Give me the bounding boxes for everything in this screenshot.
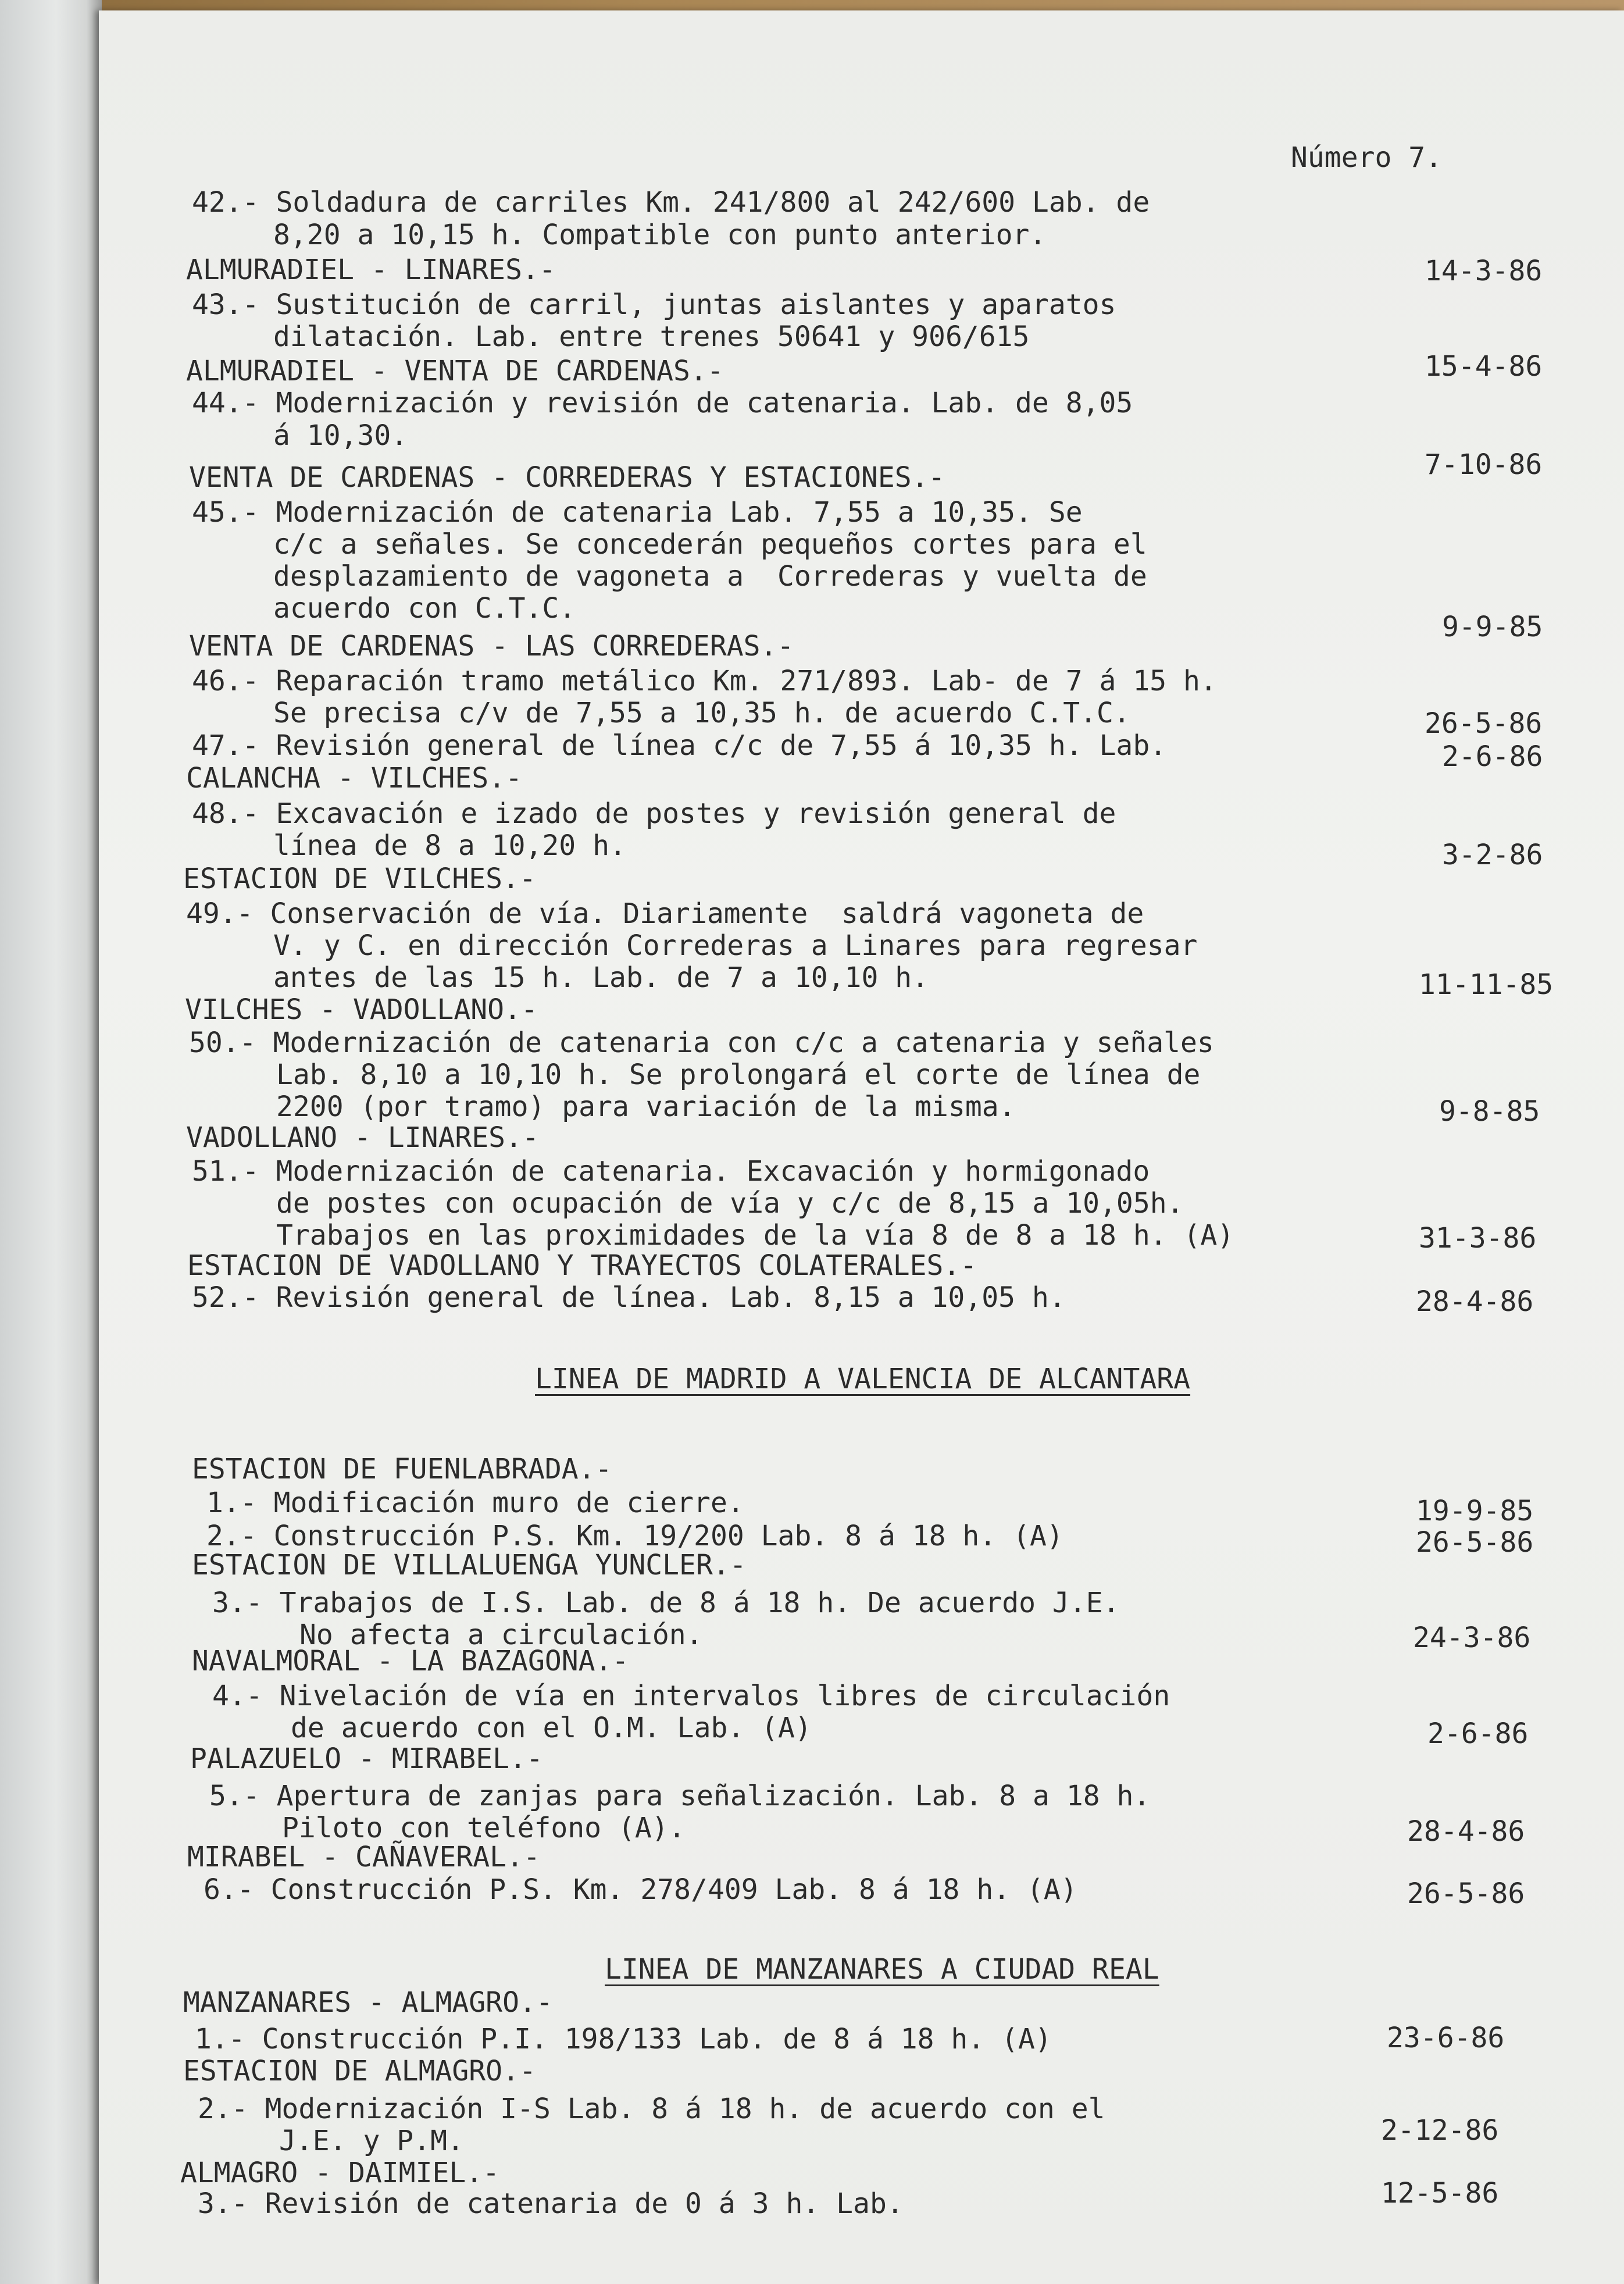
entry-date: 19-9-85 xyxy=(1416,1495,1534,1527)
entry-date: 15-4-86 xyxy=(1425,350,1543,383)
section-heading: MIRABEL - CAÑAVERAL.- xyxy=(187,1841,540,1873)
entry-date: 31-3-86 xyxy=(1419,1222,1537,1255)
entry-date: 23-6-86 xyxy=(1387,2022,1505,2054)
entry-line: 51.- Modernización de catenaria. Excavación y hormigonado xyxy=(192,1155,1150,1188)
entry-line: 52.- Revisión general de línea. Lab. 8,15 a 10,05 h. xyxy=(192,1281,1066,1314)
section-heading: VENTA DE CARDENAS - LAS CORREDERAS.- xyxy=(189,630,794,662)
section-heading: ESTACION DE FUENLABRADA.- xyxy=(192,1453,612,1485)
entry-line: 1.- Construcción P.I. 198/133 Lab. de 8 á 18 h. (A) xyxy=(195,2023,1052,2055)
section-heading: VENTA DE CARDENAS - CORREDERAS Y ESTACIONES.- xyxy=(189,461,945,494)
entry-line: 45.- Modernización de catenaria Lab. 7,55 a 10,35. Se xyxy=(192,496,1083,529)
entry-line: de postes con ocupación de vía y c/c de 8,15 a 10,05h. xyxy=(276,1187,1184,1220)
section-heading: ALMURADIEL - VENTA DE CARDENAS.- xyxy=(186,355,724,387)
entry-date: 28-4-86 xyxy=(1416,1285,1534,1318)
entry-date: 9-9-85 xyxy=(1442,611,1543,643)
entry-line: Lab. 8,10 a 10,10 h. Se prolongará el corte de línea de xyxy=(276,1059,1201,1091)
entry-line: Trabajos en las proximidades de la vía 8 de 8 a 18 h. (A) xyxy=(276,1219,1234,1252)
entry-line: 3.- Trabajos de I.S. Lab. de 8 á 18 h. De acuerdo J.E. xyxy=(212,1587,1120,1619)
entry-line: 46.- Reparación tramo metálico Km. 271/893. Lab- de 7 á 15 h. xyxy=(192,665,1217,697)
entry-line: desplazamiento de vagoneta a Correderas y vuelta de xyxy=(273,560,1147,593)
entry-line: de acuerdo con el O.M. Lab. (A) xyxy=(291,1712,812,1744)
entry-line: 44.- Modernización y revisión de catenaria. Lab. de 8,05 xyxy=(192,387,1133,419)
section-heading: PALAZUELO - MIRABEL.- xyxy=(190,1743,543,1775)
entry-date: 2-12-86 xyxy=(1381,2114,1499,2147)
entry-date: 12-5-86 xyxy=(1381,2177,1499,2210)
entry-line: V. y C. en dirección Correderas a Linares para regresar xyxy=(273,929,1198,962)
entry-date: 2-6-86 xyxy=(1427,1718,1529,1750)
entry-line: 48.- Excavación e izado de postes y revisión general de xyxy=(192,797,1116,830)
entry-line: dilatación. Lab. entre trenes 50641 y 906/615 xyxy=(273,320,1030,353)
section-heading: ESTACION DE VILLALUENGA YUNCLER.- xyxy=(192,1549,747,1581)
entry-line: 50.- Modernización de catenaria con c/c a catenaria y señales xyxy=(189,1027,1214,1059)
entry-date: 3-2-86 xyxy=(1442,839,1543,871)
entry-line: 4.- Nivelación de vía en intervalos libres de circulación xyxy=(212,1680,1170,1712)
entry-line: 2200 (por tramo) para variación de la misma. xyxy=(276,1091,1016,1123)
line-heading: LINEA DE MANZANARES A CIUDAD REAL xyxy=(605,1953,1159,1986)
entry-date: 9-8-85 xyxy=(1439,1095,1540,1128)
section-heading: VILCHES - VADOLLANO.- xyxy=(185,993,538,1026)
entry-date: 2-6-86 xyxy=(1442,740,1543,773)
entry-line: 49.- Conservación de vía. Diariamente saldrá vagoneta de xyxy=(186,897,1144,930)
section-heading: VADOLLANO - LINARES.- xyxy=(186,1121,539,1154)
section-heading: ESTACION DE VADOLLANO Y TRAYECTOS COLATERALES.- xyxy=(187,1249,977,1282)
section-heading: NAVALMORAL - LA BAZAGONA.- xyxy=(192,1645,629,1677)
entry-line: 47.- Revisión general de línea c/c de 7,55 á 10,35 h. Lab. xyxy=(192,729,1167,762)
section-heading: ESTACION DE ALMAGRO.- xyxy=(183,2055,536,2087)
entry-line: 8,20 a 10,15 h. Compatible con punto anterior. xyxy=(273,219,1047,251)
section-heading: ALMAGRO - DAIMIEL.- xyxy=(180,2157,500,2189)
entry-line: Piloto con teléfono (A). xyxy=(282,1812,686,1844)
section-heading: CALANCHA - VILCHES.- xyxy=(186,762,522,794)
entry-line: 5.- Apertura de zanjas para señalización. Lab. 8 a 18 h. xyxy=(209,1780,1151,1812)
entry-line: Se precisa c/v de 7,55 a 10,35 h. de acuerdo C.T.C. xyxy=(273,697,1130,729)
entry-line: 2.- Modernización I-S Lab. 8 á 18 h. de acuerdo con el xyxy=(198,2093,1105,2125)
section-heading: ALMURADIEL - LINARES.- xyxy=(186,254,556,286)
entry-line: 1.- Modificación muro de cierre. xyxy=(206,1487,744,1519)
left-page-edge xyxy=(0,0,102,2284)
entry-date: 14-3-86 xyxy=(1425,255,1543,287)
entry-line: 6.- Construcción P.S. Km. 278/409 Lab. 8 á 18 h. (A) xyxy=(204,1873,1077,1906)
entry-line: No afecta a circulación. xyxy=(299,1619,703,1651)
section-heading: ESTACION DE VILCHES.- xyxy=(183,863,536,895)
entry-line: á 10,30. xyxy=(273,419,408,452)
entry-line: antes de las 15 h. Lab. de 7 a 10,10 h. xyxy=(273,961,929,994)
entry-date: 7-10-86 xyxy=(1425,448,1543,481)
entry-line: 2.- Construcción P.S. Km. 19/200 Lab. 8 á 18 h. (A) xyxy=(206,1520,1063,1552)
section-heading: MANZANARES - ALMAGRO.- xyxy=(183,1986,553,2019)
entry-line: línea de 8 a 10,20 h. xyxy=(273,829,626,862)
entry-date: 26-5-86 xyxy=(1425,707,1543,740)
entry-line: 3.- Revisión de catenaria de 0 á 3 h. Lab. xyxy=(198,2187,904,2220)
line-heading: LINEA DE MADRID A VALENCIA DE ALCANTARA xyxy=(535,1363,1191,1395)
entry-date: 26-5-86 xyxy=(1407,1877,1525,1910)
entry-line: acuerdo con C.T.C. xyxy=(273,592,576,625)
entry-date: 28-4-86 xyxy=(1407,1815,1525,1848)
entry-line: 42.- Soldadura de carriles Km. 241/800 al 242/600 Lab. de xyxy=(192,186,1150,219)
entry-line: J.E. y P.M. xyxy=(279,2125,464,2157)
entry-line: 43.- Sustitución de carril, juntas aislantes y aparatos xyxy=(192,288,1116,321)
entry-date: 11-11-85 xyxy=(1419,968,1554,1001)
entry-date: 26-5-86 xyxy=(1416,1526,1534,1559)
document-page xyxy=(99,10,1624,2284)
entry-line: c/c a señales. Se concederán pequeños cortes para el xyxy=(273,528,1147,561)
page-number: Número 7. xyxy=(1291,141,1443,174)
entry-date: 24-3-86 xyxy=(1413,1622,1531,1654)
